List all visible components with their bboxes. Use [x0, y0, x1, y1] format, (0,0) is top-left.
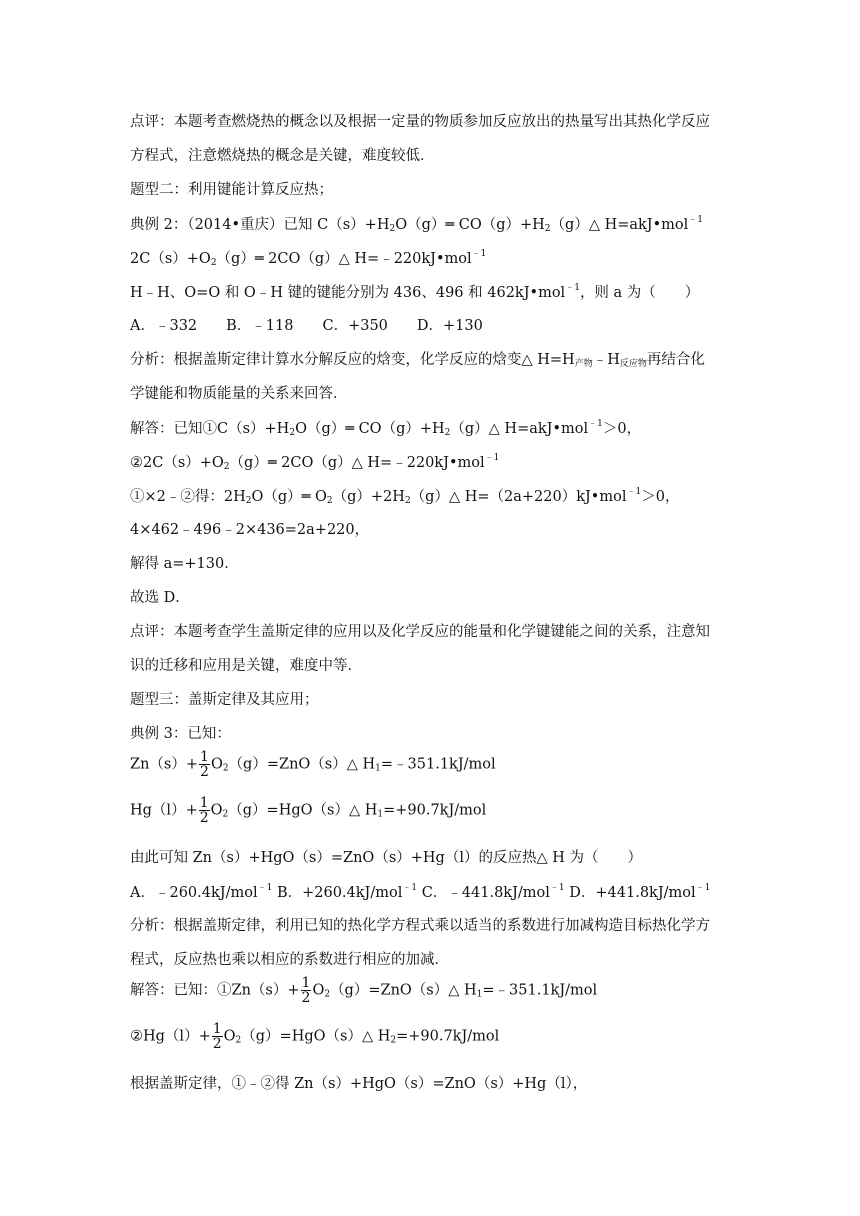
example-3-options: A．﹣260.4kJ/mol$^{﹣1}$ B．+260.4kJ/mol$^{﹣1}$ C．﹣441.8kJ/mol$^{﹣1}$ D．+441.8kJ/mol$^{﹣1}$: [130, 883, 711, 901]
fraction-half: $\frac{1}{2}$: [301, 975, 311, 1006]
example-3-equation-2: Hg（l）+ $\frac{1}{2}$ $O_2(g)=HgO(s)\triangle$ $H_1=+90.7kJ$/mol: [130, 795, 487, 826]
section-heading-3: 题型三：盖斯定律及其应用；: [130, 692, 319, 708]
example-2-options: A．﹣332 B．﹣118 C．+350 D．+130: [130, 318, 483, 334]
comment-2-line-1: 点评：本题考查学生盖斯定律的应用以及化学反应的能量和化学键键能之间的关系，注意知: [130, 624, 710, 640]
fraction-half: $\frac{1}{2}$: [199, 795, 209, 826]
solution-3-hess-line: 根据盖斯定律，①﹣②得 Zn（s）+HgO（s）=ZnO（s）+Hg（l），: [130, 1076, 588, 1092]
example-3-intro: 典例 3：已知：: [130, 726, 231, 742]
comment-2-line-2: 识的迁移和应用是关键，难度中等．: [130, 658, 362, 674]
solution-3-equation-1: 解答：已知：①Zn（s）+ $\frac{1}{2}$ $O_2(g)=ZnO(s)\triangle$ $H_1=﹣351.1kJ$/mol: [130, 975, 598, 1006]
analysis-line-2: 学键能和物质能量的关系来回答．: [130, 386, 348, 402]
analysis-3-line-1: 分析：根据盖斯定律，利用已知的热化学方程式乘以适当的系数进行加减构造目标热化学方: [130, 918, 710, 934]
comment-line-1: 点评：本题考查燃烧热的概念以及根据一定量的物质参加反应放出的热量写出其热化学反应: [130, 114, 710, 130]
example-2-line-3: H﹣H、O=O 和 O﹣H 键的键能分别为 436、496 和 462kJ•mol$^{﹣1}$，则 a 为（ ）: [130, 283, 700, 301]
solution-line-2: $②2C(s)+O_2(g)═$ 2CO（g）△ H=﹣220kJ•mol$^{﹣1}$: [130, 453, 500, 472]
answer-line: 故选 D．: [130, 590, 190, 606]
solution-3-equation-2: ②Hg（l）+ $\frac{1}{2}$ $O_2(g)=HgO(s)\triangle$ $H_2=+90.7kJ$/mol: [130, 1021, 500, 1052]
solution-line-3: ①×2﹣②得：$2H_2O(g)═$ $O_2(g)+2H_2(g)\triangle$ H=（2a+220）kJ•mol$^{﹣1}$＞0，: [130, 487, 680, 506]
solution-line-4: 4×462﹣496﹣2×436=2a+220，: [130, 522, 370, 538]
solution-line-5: 解得 a=+130．: [130, 556, 239, 572]
example-3-equation-1: Zn（s）+ $\frac{1}{2}$ $O_2(g)=ZnO(s)\triangle$ $H_1=﹣351.1kJ$/mol: [130, 749, 496, 780]
analysis-3-line-2: 程式，反应热也乘以相应的系数进行相应的加减．: [130, 952, 449, 968]
example-3-question: 由此可知 Zn（s）+HgO（s）=ZnO（s）+Hg（l）的反应热△ H 为（ ）: [130, 850, 642, 866]
solution-line-1: 解答：已知$①C(s)+H_2O(g)═$ $CO(g)+H_2(g)\triangle$ H=akJ•mol$^{﹣1}$＞0，: [130, 419, 642, 438]
analysis-line-1: 分析：根据盖斯定律计算水分解反应的焓变，化学反应的焓变△ $H=H_{产物}﹣H_{反应物}$再结合化: [130, 352, 705, 369]
section-heading-2: 题型二：利用键能计算反应热；: [130, 182, 333, 198]
example-2-line-1: 典例 2：（2014•重庆）已知 $C(s)+H_2O(g)═$ $CO(g)+H_2(g)\triangle$ H=akJ•mol$^{﹣1}$: [130, 215, 704, 234]
example-2-line-2: $2C(s)+O_2(g)═$ 2CO（g）△ H=﹣220kJ•mol$^{﹣1}$: [130, 249, 487, 268]
fraction-half: $\frac{1}{2}$: [212, 1021, 222, 1052]
comment-line-2: 方程式，注意燃烧热的概念是关键，难度较低．: [130, 148, 435, 164]
fraction-half: $\frac{1}{2}$: [200, 749, 209, 780]
